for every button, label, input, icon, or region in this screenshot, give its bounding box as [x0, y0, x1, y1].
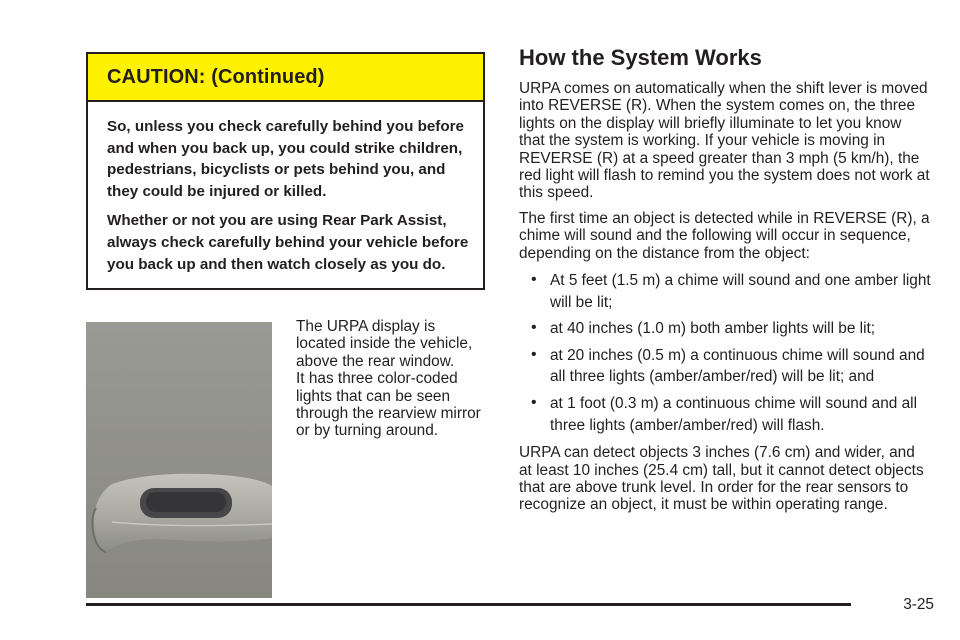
closing-paragraph: URPA can detect objects 3 inches (7.6 cm) and wider, and at least 10 inches (25.4 cm) tall, but it cannot detect objects that are above trunk level. In order for the rear sensors to recognize an object, it must be within operating range. [519, 444, 924, 514]
caution-box [86, 52, 485, 290]
bullet-icon: • [531, 319, 537, 337]
caption-line: located inside the vehicle, [296, 335, 473, 353]
list-item-text: at 1 foot (0.3 m) a continuous chime will sound and all three lights (amber/amber/red) will flash. [550, 395, 918, 434]
caution-header: CAUTION: (Continued) [88, 54, 483, 102]
intro-paragraph: URPA comes on automatically when the shift lever is moved into REVERSE (R). When the system comes on, the three lights on the display will briefly illuminate to let you know that the system is working. If your vehicle is moving in REVERSE (R) at a speed greater than 3 mph (5 km/h), the red light will flash to remind you the system does not work at this speed. [519, 80, 930, 202]
caption-line: or by turning around. [296, 422, 439, 440]
caption-line: lights that can be seen [296, 387, 451, 405]
display-caption [296, 318, 496, 440]
bullet-icon: • [531, 394, 537, 412]
list-item-text: At 5 feet (1.5 m) a chime will sound and one amber light will be lit; [550, 272, 931, 311]
caution-body [88, 102, 483, 275]
list-item [519, 345, 931, 388]
list-item-text: at 20 inches (0.5 m) a continuous chime will sound and all three lights (amber/amber/red) will be lit; and [550, 346, 925, 386]
caution-paragraph: So, unless you check carefully behind you before and when you back up, you could strike children, pedestrians, bicyclists or pets behind you, and they could be injured or killed. [107, 118, 465, 200]
caption-line: The URPA display is [296, 318, 436, 335]
section-title: How the System Works [519, 45, 762, 70]
urpa-display-illustration [86, 322, 272, 598]
caption-line: above the rear window. [296, 352, 455, 370]
list-item [519, 270, 931, 313]
caption-line: through the rearview mirror [296, 405, 481, 423]
system-section [519, 45, 931, 522]
detect-paragraph: The first time an object is detected while in REVERSE (R), a chime will sound and the following will occur in sequence, depending on the distance from the object: [519, 209, 930, 262]
caution-paragraph: Whether or not you are using Rear Park Assist, always check carefully behind your vehicle before you back up and then watch closely as you do. [107, 212, 469, 273]
caption-line: It has three color-coded [296, 370, 458, 388]
bullet-icon: • [531, 345, 537, 363]
footer-rule [86, 603, 851, 606]
distance-list [519, 270, 931, 436]
list-item [519, 318, 931, 340]
page-number: 3-25 [903, 596, 934, 613]
urpa-display-photo [86, 322, 272, 598]
bullet-icon: • [531, 271, 537, 289]
list-item-text: at 40 inches (1.0 m) both amber lights will be lit; [550, 320, 876, 338]
list-item [519, 393, 931, 436]
